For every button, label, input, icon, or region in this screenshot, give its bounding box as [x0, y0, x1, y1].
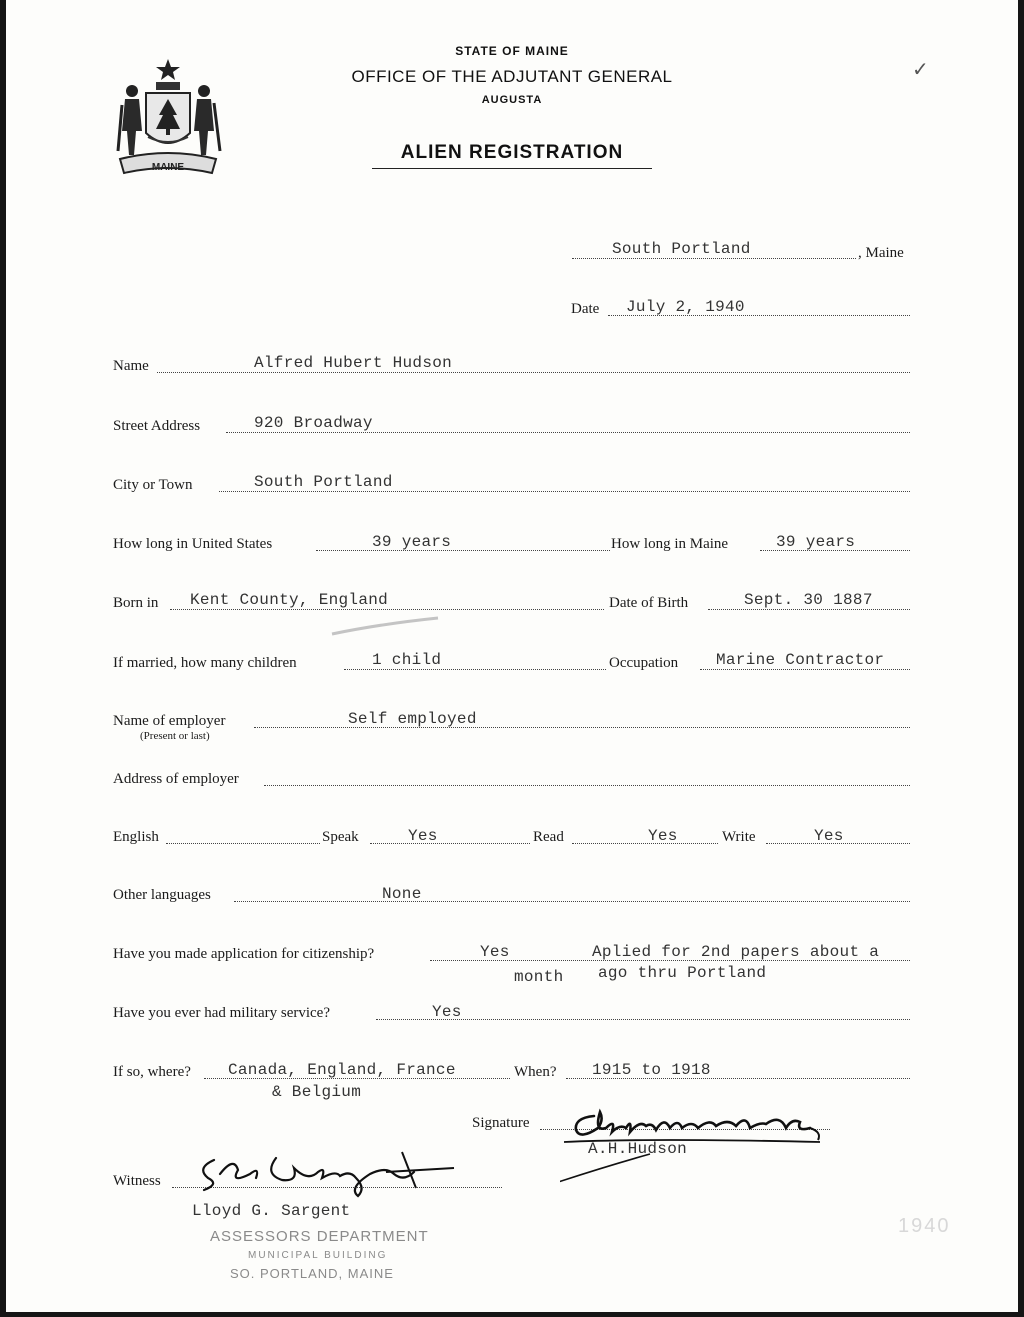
us-duration-value: 39 years	[372, 533, 452, 551]
citizenship-value: Yes	[480, 943, 510, 961]
speak-label: Speak	[322, 829, 359, 845]
dob-label: Date of Birth	[609, 595, 689, 611]
maine-duration-label: How long in Maine	[611, 536, 729, 552]
read-label: Read	[533, 829, 564, 845]
witness-typed-name: Lloyd G. Sargent	[192, 1202, 351, 1220]
employer-value: Self employed	[348, 710, 477, 728]
name-value: Alfred Hubert Hudson	[254, 354, 453, 372]
check-mark-icon: ✓	[912, 59, 929, 81]
name-label: Name	[113, 358, 149, 374]
where-value: Canada, England, France	[228, 1061, 456, 1079]
citizenship-note-line2: ago thru Portland	[598, 964, 767, 982]
handwritten-signature-hudson	[560, 1088, 830, 1188]
city-line	[219, 491, 910, 492]
witness-label: Witness	[113, 1173, 161, 1189]
city-value: South Portland	[254, 473, 393, 491]
other-languages-label: Other languages	[113, 887, 211, 903]
us-duration-label: How long in United States	[113, 536, 273, 552]
form-title: ALIEN REGISTRATION	[400, 142, 624, 163]
children-value: 1 child	[372, 651, 442, 669]
other-languages-value: None	[382, 885, 422, 903]
handwritten-signature-sargent	[190, 1148, 460, 1200]
military-label: Have you ever had military service?	[113, 1005, 330, 1021]
when-label: When?	[514, 1064, 557, 1080]
office-heading: OFFICE OF THE ADJUTANT GENERAL	[351, 67, 673, 86]
city-heading: AUGUSTA	[481, 94, 543, 106]
street-value: 920 Broadway	[254, 414, 373, 432]
english-label: English	[113, 829, 159, 845]
employer-sublabel: (Present or last)	[140, 730, 210, 742]
stamp-line1: ASSESSORS DEPARTMENT	[210, 1228, 429, 1245]
employer-label: Name of employer	[113, 713, 226, 729]
employer-address-label: Address of employer	[113, 771, 239, 787]
when-value: 1915 to 1918	[592, 1061, 711, 1079]
signature-label-text: Signature	[472, 1115, 530, 1131]
occupation-line	[700, 669, 910, 670]
citizenship-label: Have you made application for citizenship?	[113, 946, 375, 962]
other-languages-line	[234, 901, 910, 902]
where-value-continued: & Belgium	[272, 1083, 362, 1101]
military-value: Yes	[432, 1003, 462, 1021]
speak-line	[370, 843, 530, 844]
state-heading: STATE OF MAINE	[455, 44, 569, 58]
city-label: City or Town	[113, 477, 193, 493]
occupation-label: Occupation	[609, 655, 679, 671]
read-value: Yes	[648, 827, 678, 845]
employer-address-line	[264, 785, 910, 786]
title-underline	[372, 168, 652, 169]
place-line	[572, 258, 856, 259]
signature-typed-name: A.H.Hudson	[588, 1140, 688, 1158]
place-suffix: , Maine	[858, 245, 904, 261]
children-line	[344, 669, 606, 670]
citizenship-note-month: month	[514, 968, 564, 986]
speak-value: Yes	[408, 827, 438, 845]
date-value: July 2, 1940	[626, 298, 745, 316]
write-value: Yes	[814, 827, 844, 845]
birthplace-value: Kent County, England	[190, 591, 389, 609]
birthplace-label: Born in	[113, 595, 159, 611]
children-label: If married, how many children	[113, 655, 297, 671]
us-duration-line	[316, 550, 610, 551]
dob-line	[708, 609, 910, 610]
read-line	[572, 843, 718, 844]
citizenship-note-line1: Aplied for 2nd papers about a	[592, 943, 880, 961]
pencil-stroke	[330, 614, 440, 638]
street-line	[226, 432, 910, 433]
occupation-value: Marine Contractor	[716, 651, 885, 669]
scan-border-left	[0, 0, 6, 1317]
maine-duration-value: 39 years	[776, 533, 856, 551]
dob-value: Sept. 30 1887	[744, 591, 873, 609]
place-value: South Portland	[612, 240, 751, 258]
scan-border-right	[1018, 0, 1024, 1317]
name-line	[157, 372, 910, 373]
received-stamp: 1940	[898, 1215, 951, 1237]
stamp-line2: MUNICIPAL BUILDING	[248, 1250, 388, 1261]
birthplace-line	[170, 609, 604, 610]
english-line	[166, 843, 320, 844]
scan-border-bottom	[0, 1312, 1024, 1317]
seal-banner-text: MAINE	[151, 162, 185, 173]
street-label: Street Address	[113, 418, 201, 434]
where-label: If so, where?	[113, 1064, 191, 1080]
date-label: Date	[571, 301, 600, 317]
write-label: Write	[722, 829, 756, 845]
stamp-line3: SO. PORTLAND, MAINE	[230, 1266, 394, 1281]
